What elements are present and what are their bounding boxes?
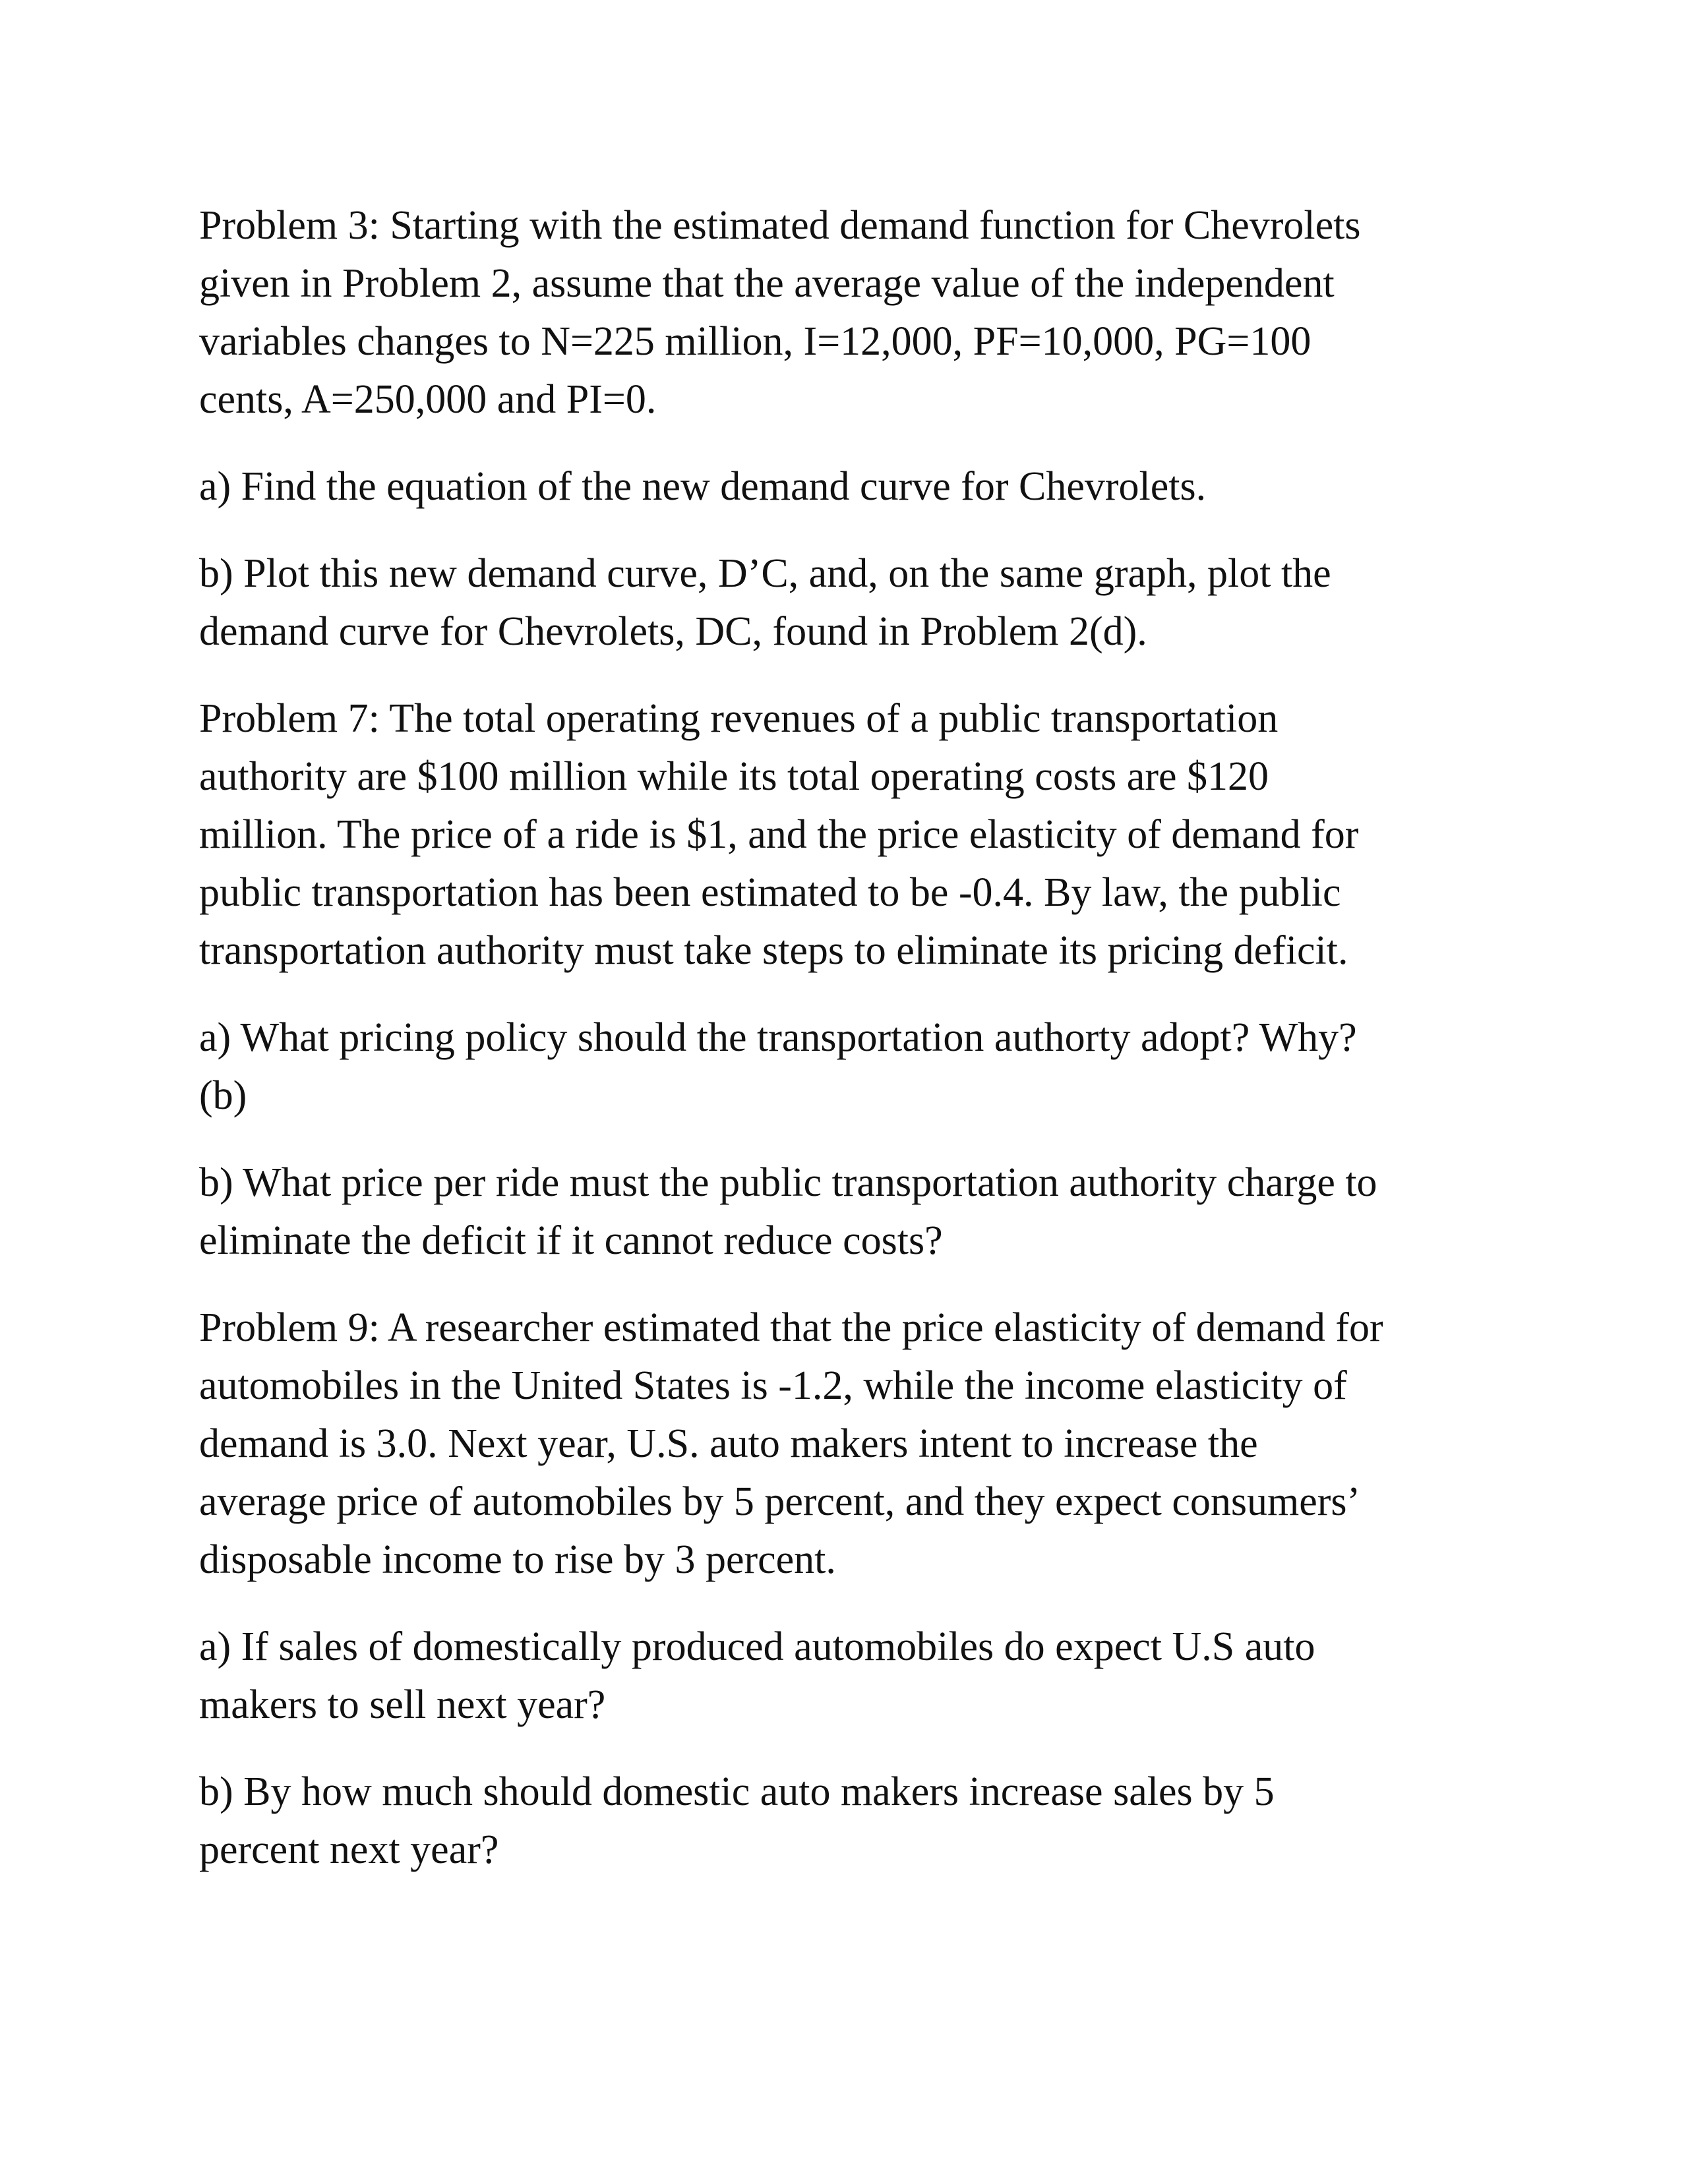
problem-7-part-a: a) What pricing policy should the transportation authorty adopt? Why? (b) [199, 1015, 1357, 1118]
problem-7-statement: Problem 7: The total operating revenues of a public transportation authority are $100 million while its total operating costs are $120 million. The price of a ride is $1, and the price elasticity of demand for public transportation has been estimated to be -0.4. By law, the public transportation authority must take steps to eliminate its pricing deficit. [199, 696, 1359, 973]
problem-3-part-b: b) Plot this new demand curve, D’C, and, on the same graph, plot the demand curve for Chevrolets, DC, found in Problem 2(d). [199, 551, 1331, 654]
problem-9-part-b: b) By how much should domestic auto makers increase sales by 5 percent next year? [199, 1769, 1275, 1872]
problem-9-part-a: a) If sales of domestically produced automobiles do expect U.S auto makers to sell next year? [199, 1624, 1315, 1727]
problem-7-part-b: b) What price per ride must the public transportation authority charge to eliminate the deficit if it cannot reduce costs? [199, 1160, 1377, 1263]
problem-3-statement: Problem 3: Starting with the estimated demand function for Chevrolets given in Problem 2, assume that the average value of the independent variables changes to N=225 million, I=12,000, PF=10,000, PG=100 cents, A=250,000 and PI=0. [199, 203, 1361, 422]
problem-3-part-a: a) Find the equation of the new demand curve for Chevrolets. [199, 464, 1207, 509]
problem-9-statement: Problem 9: A researcher estimated that the price elasticity of demand for automobiles in the United States is -1.2, while the income elasticity of demand is 3.0. Next year, U.S. auto makers intent to increase the average price of automobiles by 5 percent, and they expect consumers’ disposable income to rise by 3 percent. [199, 1305, 1383, 1582]
document-page [199, 196, 1518, 1908]
